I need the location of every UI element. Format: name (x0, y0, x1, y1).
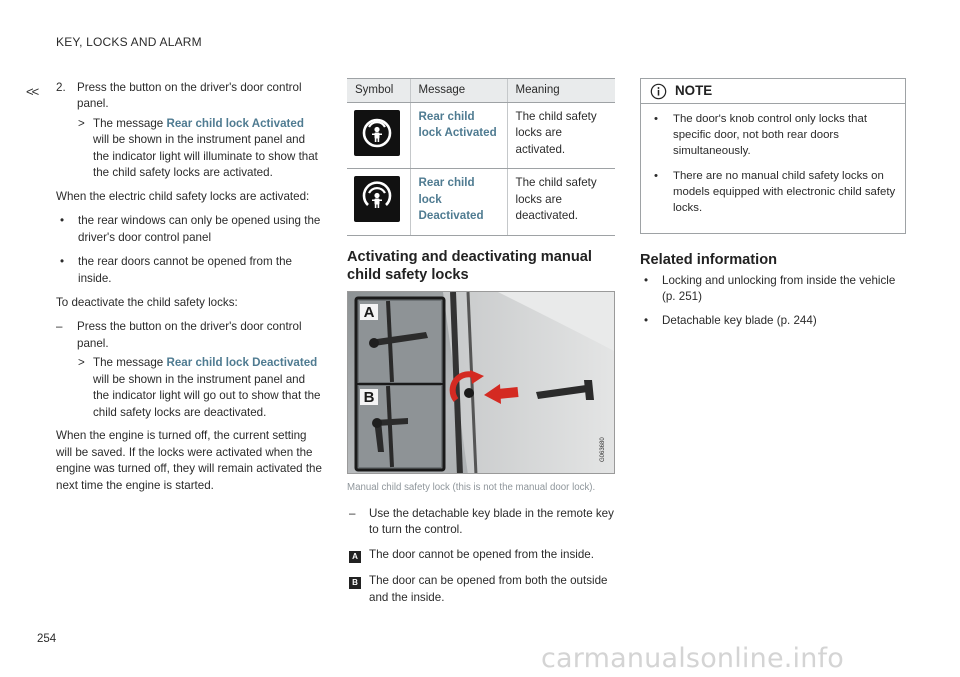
illustration-caption: Manual child safety lock (this is not the manual door lock). (347, 481, 596, 493)
illustration-graphic (348, 292, 615, 474)
list-item-text: the rear doors cannot be opened from the inside. (78, 255, 292, 285)
list-item (650, 168, 896, 217)
list-item (650, 111, 896, 160)
table-header-row (347, 79, 615, 103)
list-item (56, 254, 322, 287)
step-result (56, 116, 322, 182)
manual-step (347, 506, 615, 539)
column-middle (347, 78, 615, 616)
step-dash: – (349, 506, 356, 520)
info-icon (650, 83, 667, 100)
step-text: Use the detachable key blade in the remote key to turn the control. (369, 506, 614, 537)
bullet-icon: • (654, 169, 658, 182)
result-arrow: > (78, 356, 85, 370)
marker-b-text: The door can be opened from both the outside and the inside. (369, 574, 608, 604)
related-link-text[interactable]: Locking and unlocking from inside the vehicle (p. 251) (662, 273, 896, 304)
related-information-title: Related information (640, 252, 778, 269)
related-link[interactable] (640, 273, 906, 306)
result-prefix: The message (93, 356, 167, 370)
list-item-text: the rear windows can only be opened using the driver's door control panel (78, 214, 321, 244)
page-header: KEY, LOCKS AND ALARM (56, 35, 202, 49)
bullet-icon: • (60, 214, 65, 228)
step-result (56, 355, 322, 421)
message-activated: Rear child lock Activated (166, 116, 304, 130)
manual-child-lock-illustration (347, 291, 615, 474)
bullet-icon: • (60, 255, 65, 269)
result-prefix: The message (93, 116, 167, 130)
engine-off-text: When the engine is turned off, the current setting will be saved. If the locks were activated when the engine was turned off, they will remain activated the next time the engine is started. (56, 429, 322, 492)
list-item-text: There are no manual child safety locks on models equipped with electronic child safety locks. (673, 169, 896, 214)
step-2 (56, 80, 322, 113)
when-activated-text: When the electric child safety locks are activated: (56, 189, 310, 203)
note-title: NOTE (675, 83, 713, 99)
message-deactivated: Rear child lock Deactivated (166, 356, 318, 370)
message-table (347, 78, 615, 236)
related-link[interactable] (640, 313, 906, 329)
marker-a: A (349, 551, 361, 563)
page-number: 254 (37, 633, 57, 645)
step-text: Press the button on the driver's door control panel. (77, 320, 302, 350)
label-b: B (363, 388, 375, 406)
column-right (640, 78, 906, 336)
illustration-code: G063680 (600, 437, 606, 462)
section-title: Activating and deactivating manual child safety locks (347, 248, 592, 284)
child-lock-activated-icon (354, 110, 400, 156)
note-box (640, 78, 906, 234)
list-item (56, 213, 322, 246)
deactivate-step (56, 319, 322, 352)
list-item-text: The door's knob control only locks that specific door, not both rear doors simultaneously. (673, 113, 868, 158)
bullet-icon: • (654, 113, 658, 125)
symbol-cell (347, 169, 410, 235)
child-lock-deactivated-icon (354, 176, 400, 222)
step-dash: – (56, 320, 63, 334)
column-left (56, 80, 322, 502)
marker-a-text: The door cannot be opened from the inside. (369, 547, 594, 561)
step-text: Press the button on the driver's door control panel. (77, 81, 302, 111)
message-cell: Rear child lock Deactivated (410, 169, 507, 235)
header-meaning: Meaning (507, 79, 615, 103)
marker-b-row (347, 573, 615, 606)
result-suffix: will be shown in the instrument panel and the indicator light will go out to show that the child safety locks are deactivated. (93, 372, 321, 419)
label-a: A (363, 303, 375, 321)
meaning-cell: The child safety locks are activated. (507, 103, 615, 169)
watermark: carmanualsonline.info (541, 643, 844, 674)
header-symbol: Symbol (347, 79, 410, 103)
related-link-text[interactable]: Detachable key blade (p. 244) (662, 313, 817, 327)
bullet-icon: • (644, 313, 649, 327)
note-header (641, 79, 905, 104)
meaning-cell: The child safety locks are deactivated. (507, 169, 615, 235)
header-message: Message (410, 79, 507, 103)
symbol-cell (347, 103, 410, 169)
to-deactivate-text: To deactivate the child safety locks: (56, 295, 238, 309)
table-row (347, 103, 615, 169)
back-chevron-icon[interactable]: << (26, 84, 38, 99)
bullet-icon: • (644, 273, 649, 287)
step-number: 2. (56, 81, 66, 94)
message-cell: Rear child lock Activated (410, 103, 507, 169)
marker-b: B (349, 577, 361, 589)
result-suffix: will be shown in the instrument panel and the indicator light will illuminate to show that the child safety locks are activated. (93, 133, 318, 180)
marker-a-row (347, 547, 615, 563)
result-arrow: > (78, 116, 85, 130)
table-row (347, 169, 615, 235)
